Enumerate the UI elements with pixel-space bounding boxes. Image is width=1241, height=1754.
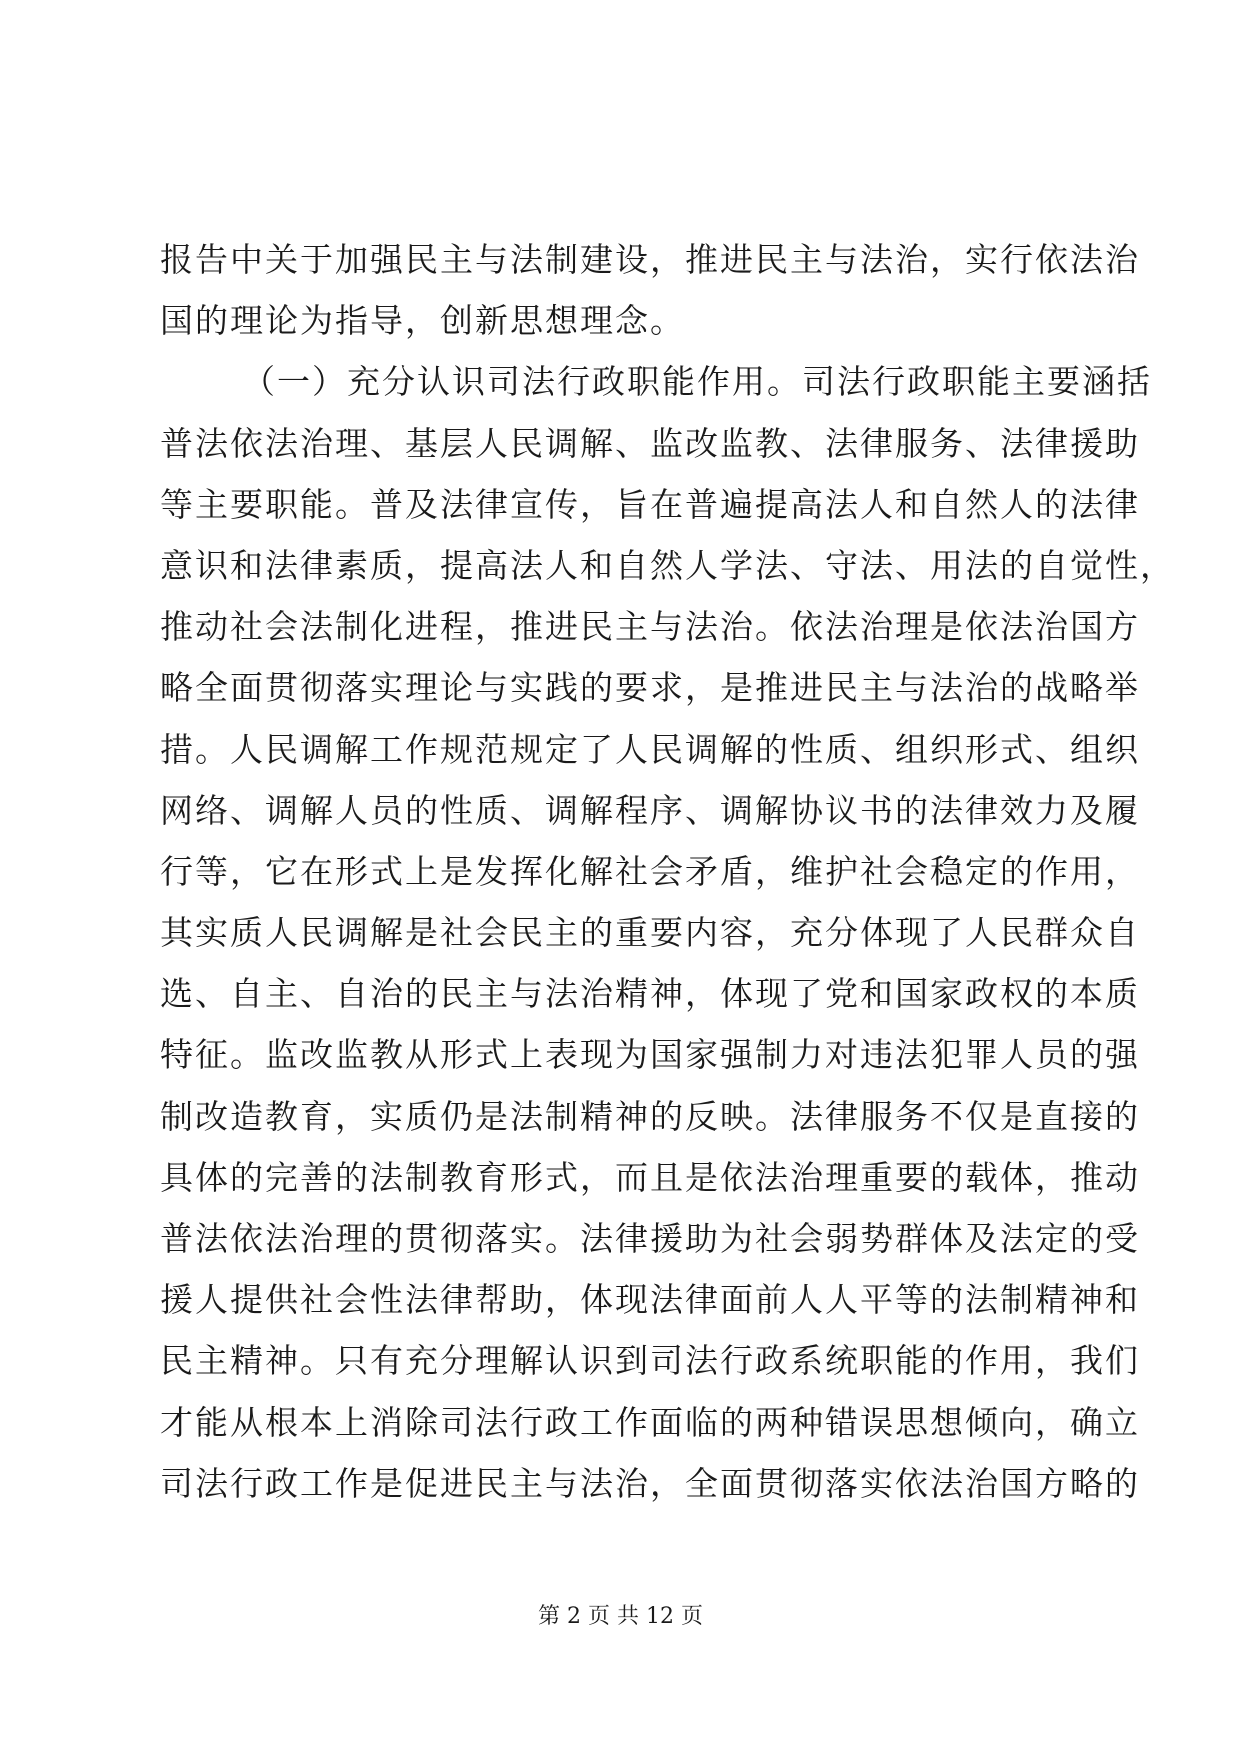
text-line: 制改造教育，实质仍是法制精神的反映。法律服务不仅是直接的 xyxy=(160,1096,1140,1136)
text-line: 普法依法治理的贯彻落实。法律援助为社会弱势群体及法定的受 xyxy=(160,1219,1140,1258)
text-line: 特征。监改监教从形式上表现为国家强制力对违法犯罪人员的强 xyxy=(160,1035,1140,1075)
text-line: 略全面贯彻落实理论与实践的要求，是推进民主与法治的战略举 xyxy=(160,668,1140,708)
text-line: 推动社会法制化进程，推进民主与法治。依法治理是依法治国方 xyxy=(160,607,1140,647)
text-line: 司法行政工作是促进民主与法治，全面贯彻落实依法治国方略的 xyxy=(160,1463,1140,1503)
text-line: 民主精神。只有充分理解认识到司法行政系统职能的作用，我们 xyxy=(160,1341,1140,1381)
text-line: 报告中关于加强民主与法制建设，推进民主与法治，实行依法治 xyxy=(160,240,1140,279)
text-line: 行等，它在形式上是发挥化解社会矛盾，维护社会稳定的作用， xyxy=(160,851,1140,891)
text-line: 普法依法治理、基层人民调解、监改监教、法律服务、法律援助 xyxy=(160,423,1140,463)
text-line: 网络、调解人员的性质、调解程序、调解协议书的法律效力及履 xyxy=(160,790,1140,830)
page-number-footer: 第 2 页 共 12 页 xyxy=(538,1604,703,1629)
text-line: 措。人民调解工作规范规定了人民调解的性质、组织形式、组织 xyxy=(160,729,1140,769)
text-line: 援人提供社会性法律帮助，体现法律面前人人平等的法制精神和 xyxy=(160,1280,1140,1320)
text-line: 意识和法律素质，提高法人和自然人学法、守法、用法的自觉性， xyxy=(160,545,1175,585)
text-line: 才能从根本上消除司法行政工作面临的两种错误思想倾向，确立 xyxy=(160,1402,1140,1442)
body-text xyxy=(160,229,1175,1514)
text-line: 选、自主、自治的民主与法治精神，体现了党和国家政权的本质 xyxy=(160,974,1140,1014)
section-heading-line: （一）充分认识司法行政职能作用。司法行政职能主要涵括 xyxy=(242,362,1152,402)
text-line: 其实质人民调解是社会民主的重要内容，充分体现了人民群众自 xyxy=(160,913,1140,953)
text-line: 具体的完善的法制教育形式，而且是依法治理重要的载体，推动 xyxy=(160,1157,1140,1197)
text-line: 等主要职能。普及法律宣传，旨在普遍提高法人和自然人的法律 xyxy=(160,484,1140,524)
text-line: 国的理论为指导，创新思想理念。 xyxy=(160,301,685,341)
